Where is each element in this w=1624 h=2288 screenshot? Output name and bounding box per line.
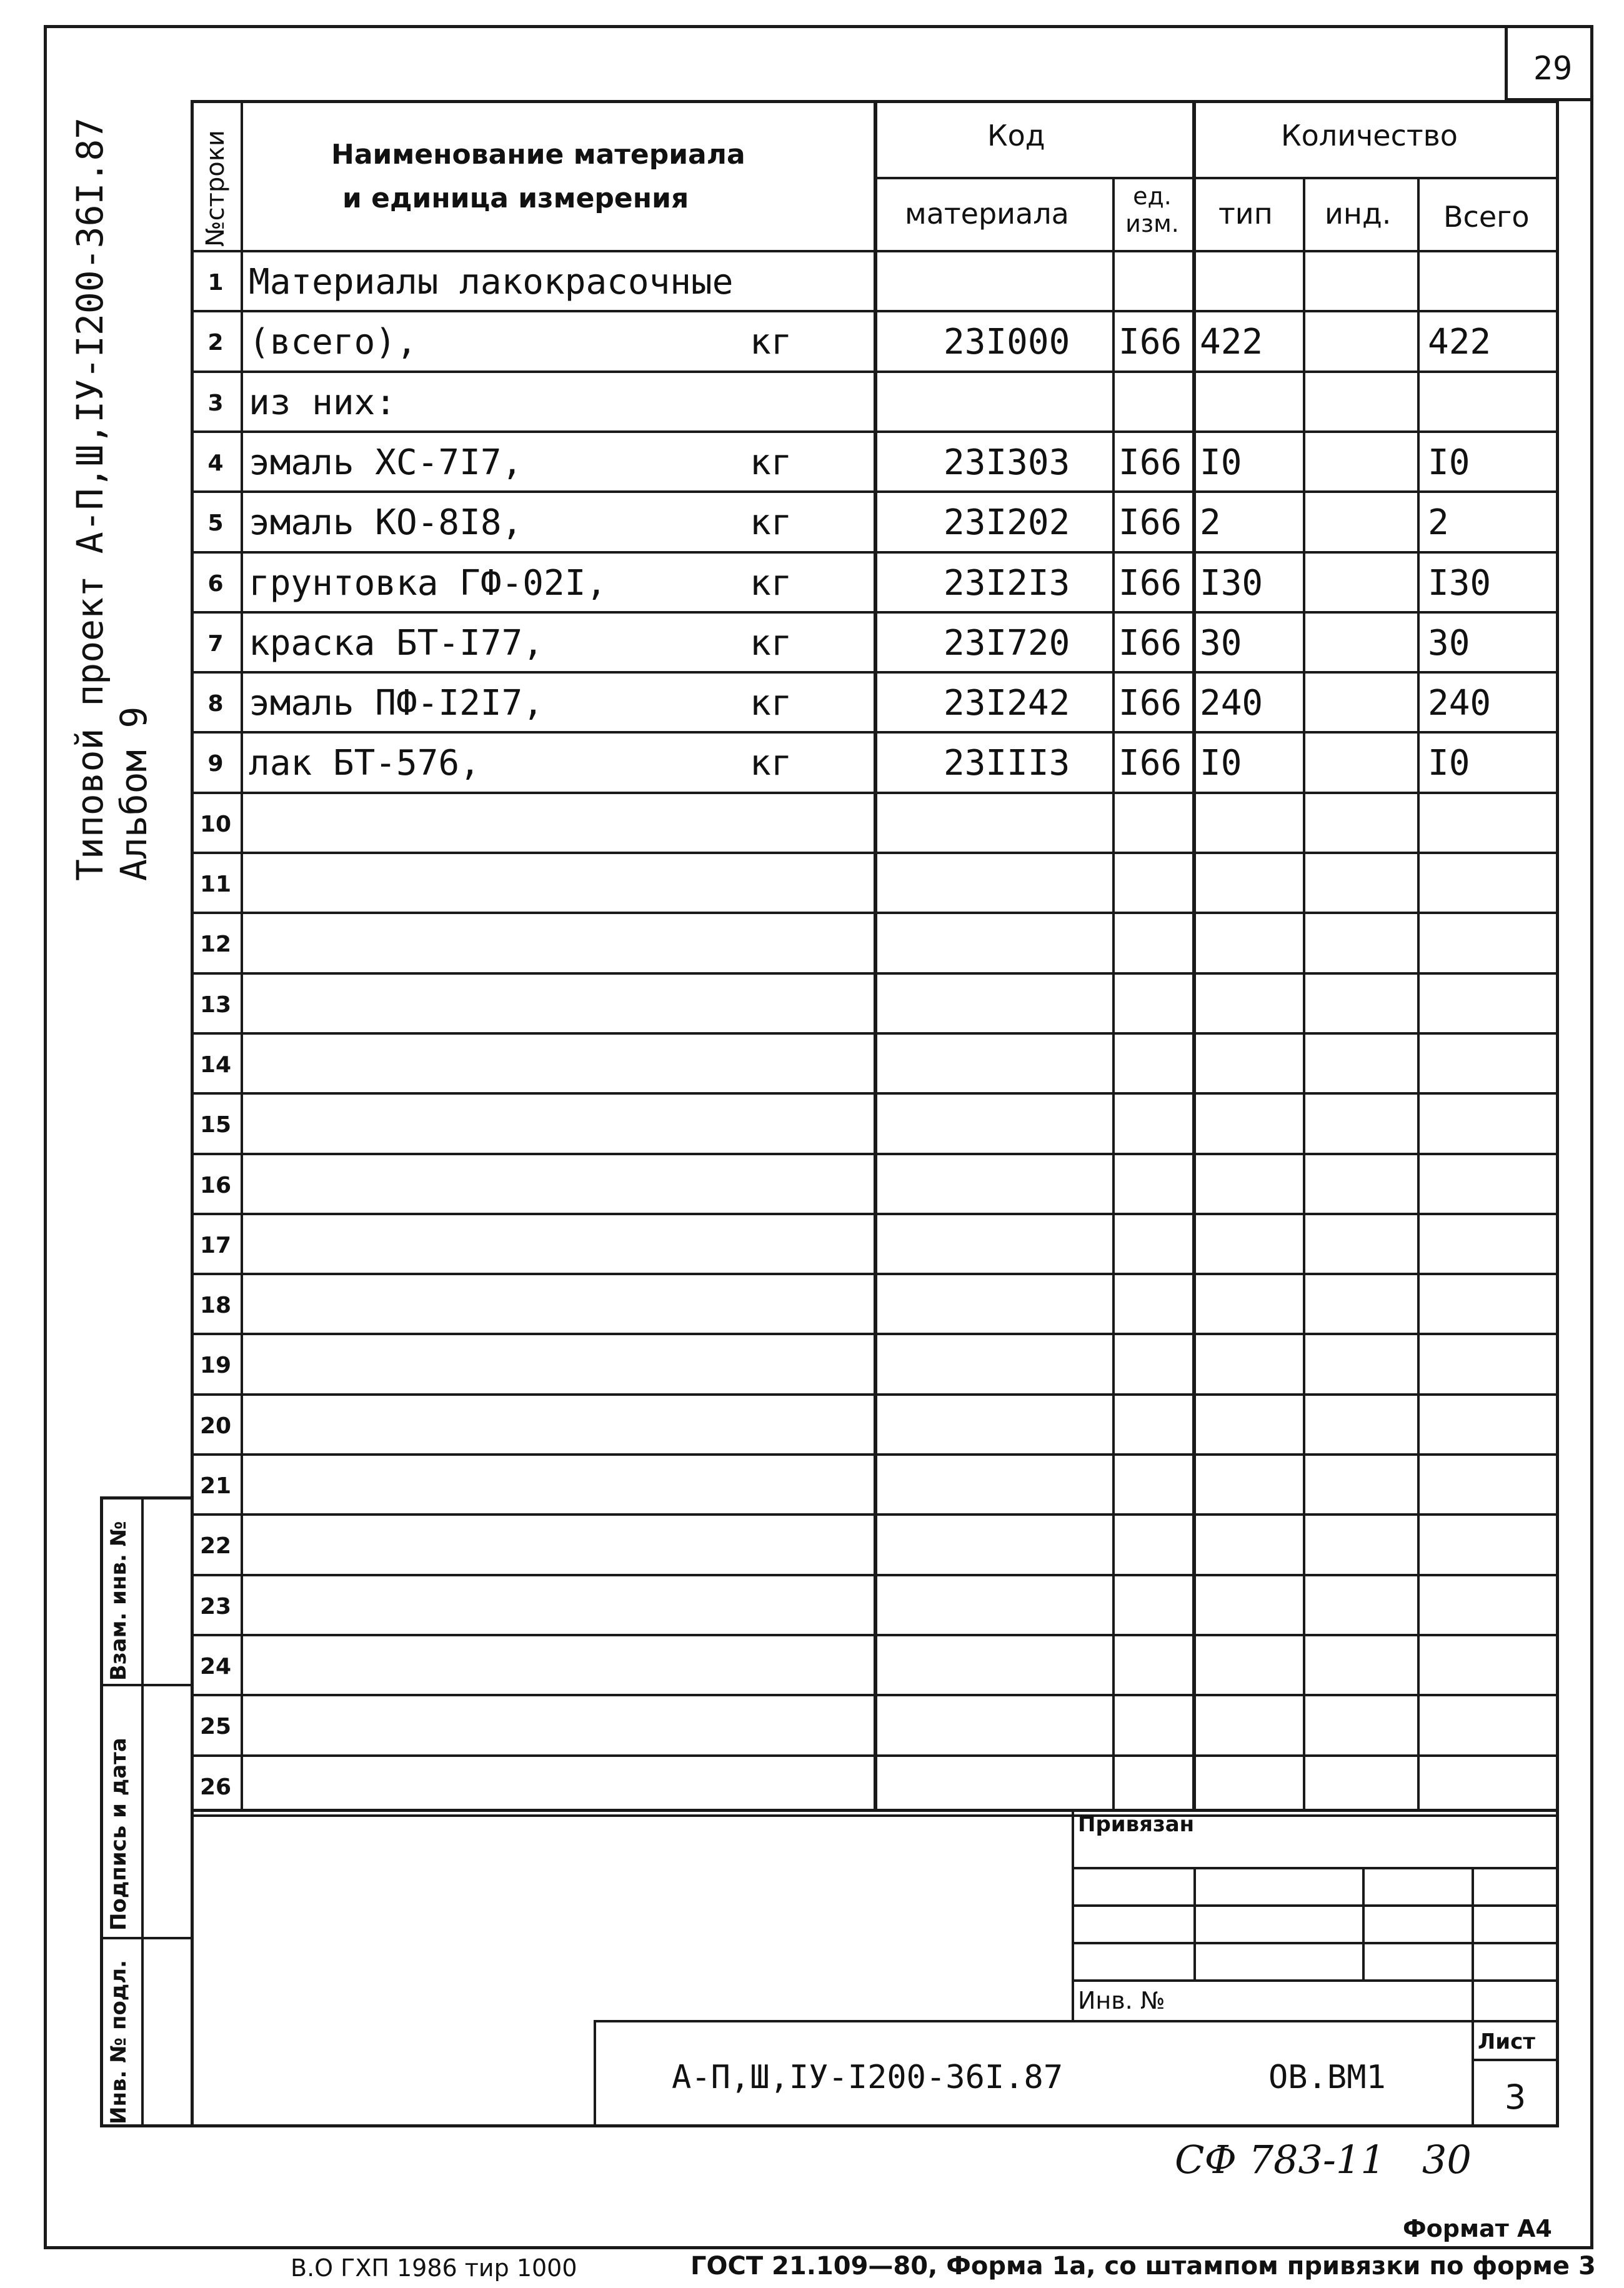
row-name: Материалы лакокрасочные	[249, 262, 734, 302]
row-qty-total: I0	[1428, 442, 1470, 483]
row-number: 6	[207, 570, 224, 597]
row-number: 5	[207, 510, 224, 537]
row-number: 12	[199, 932, 232, 958]
row-number: 23	[199, 1593, 232, 1619]
row-number: 26	[199, 1774, 232, 1800]
row-number: 1	[207, 270, 224, 296]
handwritten-note: СФ 783-11 30	[1175, 2137, 1472, 2182]
row-unit: кг	[750, 502, 792, 544]
row-qty-typ: 422	[1200, 322, 1263, 363]
row-name: из них:	[249, 382, 397, 423]
row-qty-total: 422	[1428, 322, 1492, 363]
row-number: 17	[199, 1232, 232, 1258]
stamp-designation: А-П,Ш,IУ-I200-36I.87	[672, 2059, 1064, 2096]
row-unit: кг	[750, 442, 792, 483]
format-label: Формат А4	[1403, 2215, 1552, 2242]
row-number: 8	[207, 691, 224, 717]
row-number: 24	[199, 1653, 232, 1679]
row-unit: кг	[750, 562, 792, 604]
row-qty-total: I0	[1428, 743, 1470, 784]
row-number: 9	[207, 751, 224, 777]
row-unit-code: I66	[1118, 442, 1182, 483]
header-material-code: материала	[905, 197, 1069, 231]
side-title-line1: Типовой проект А-П,Ш,IУ-I200-36I.87	[69, 117, 111, 881]
row-material-code: 23I303	[944, 442, 1070, 483]
row-material-code: 23I202	[944, 502, 1070, 544]
page-number: 29	[1533, 50, 1573, 87]
inv-no-label: Инв. №	[1078, 1987, 1165, 2014]
row-unit: кг	[750, 683, 792, 724]
header-qty-group: Количество	[1281, 119, 1458, 152]
row-qty-typ: I0	[1200, 743, 1242, 784]
inv-podl-label: Инв. № подл.	[106, 1959, 131, 2124]
header-code-group: Код	[987, 119, 1045, 152]
row-number: 10	[199, 811, 232, 837]
row-number: 7	[207, 630, 224, 657]
vzam-inv-label: Взам. инв. №	[106, 1521, 131, 1681]
sheet-number: 3	[1504, 2077, 1527, 2117]
row-name: эмаль ПФ-I2I7,	[249, 683, 544, 724]
header-ind: инд.	[1325, 197, 1392, 231]
row-qty-total: 2	[1428, 502, 1449, 544]
row-number: 20	[199, 1413, 232, 1439]
row-number: 3	[207, 390, 224, 416]
header-unit-code: ед. изм.	[1125, 182, 1179, 237]
row-number: 16	[199, 1172, 232, 1198]
row-unit: кг	[750, 622, 792, 664]
row-number: 25	[199, 1714, 232, 1740]
row-unit-code: I66	[1118, 322, 1182, 363]
podpis-label: Подпись и дата	[106, 1738, 131, 1931]
row-unit-code: I66	[1118, 562, 1182, 604]
row-qty-total: 30	[1428, 622, 1470, 664]
row-name: грунтовка ГФ-02I,	[249, 562, 607, 604]
row-number: 18	[199, 1293, 232, 1319]
row-name: краска БТ-I77,	[249, 622, 544, 664]
row-number: 14	[199, 1052, 232, 1078]
privyazan-label: Привязан	[1078, 1812, 1195, 1837]
row-qty-typ: 30	[1200, 622, 1242, 664]
row-name: эмаль ХС-7I7,	[249, 442, 523, 483]
header-typ: тип	[1218, 197, 1273, 231]
row-name: лак БТ-576,	[249, 743, 481, 784]
row-qty-typ: 240	[1200, 683, 1263, 724]
sheet-label: Лист	[1478, 2029, 1535, 2054]
row-qty-total: I30	[1428, 562, 1492, 604]
row-number: 21	[199, 1473, 232, 1499]
side-title-line2: Альбом 9	[112, 706, 155, 881]
row-material-code: 23I720	[944, 622, 1070, 664]
row-name: (всего),	[249, 322, 417, 363]
row-number: 15	[199, 1112, 232, 1138]
row-number: 11	[199, 872, 232, 897]
row-qty-total: 240	[1428, 683, 1492, 724]
row-unit: кг	[750, 743, 792, 784]
row-number: 19	[199, 1353, 232, 1379]
row-unit-code: I66	[1118, 622, 1182, 664]
row-unit: кг	[750, 322, 792, 363]
stamp-doc-code: ОВ.ВМ1	[1268, 2059, 1386, 2096]
row-unit-code: I66	[1118, 683, 1182, 724]
row-unit-code: I66	[1118, 502, 1182, 544]
row-qty-typ: 2	[1200, 502, 1221, 544]
row-material-code: 23I000	[944, 322, 1070, 363]
row-qty-typ: I0	[1200, 442, 1242, 483]
header-name-2: и единица измерения	[342, 182, 689, 214]
row-material-code: 23III3	[944, 743, 1070, 784]
row-material-code: 23I2I3	[944, 562, 1070, 604]
row-qty-typ: I30	[1200, 562, 1263, 604]
row-unit-code: I66	[1118, 743, 1182, 784]
row-number: 13	[199, 992, 232, 1018]
header-row-no: №строки	[201, 130, 230, 247]
footer-left: В.О ГХП 1986 тир 1000	[291, 2254, 577, 2282]
row-material-code: 23I242	[944, 683, 1070, 724]
row-number: 2	[207, 330, 224, 356]
row-name: эмаль КО-8I8,	[249, 502, 523, 544]
row-number: 4	[207, 450, 224, 476]
header-total: Всего	[1443, 200, 1530, 234]
row-number: 22	[199, 1533, 232, 1559]
header-name: Наименование материала	[331, 139, 745, 171]
footer-right: ГОСТ 21.109—80, Форма 1а, со штампом привязки по форме 3	[690, 2252, 1596, 2281]
